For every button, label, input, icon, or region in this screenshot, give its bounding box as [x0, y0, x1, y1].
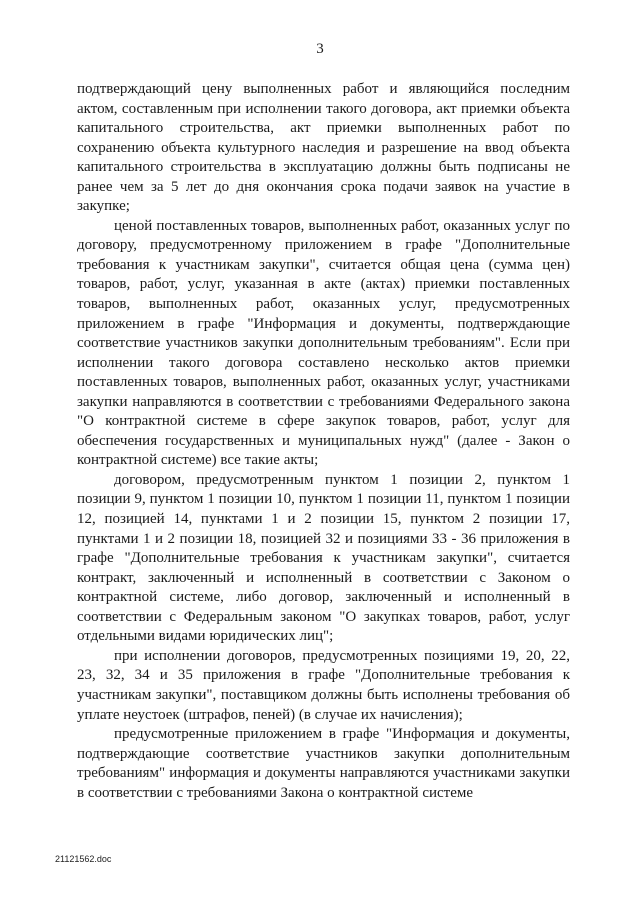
paragraph-contract-definition: договором, предусмотренным пунктом 1 позиции 2, пунктом 1 позиции 9, пунктом 1 позиции 10, пунктом 1 позиции 11, пунктом 1 позиции 12, позицией 14, пунктами 1 и 2 позиции 15, пунктом 2 позиции 17, пунктами 1 и 2 позиции 18, позицией 32 и позициями 33 - 36 приложения в графе "Дополнительные требования к участникам закупки", считается контракт, заключенный и исполненный в соответствии с Законом о контрактной системе, либо договор, заключенный и исполненный в соответствии с Федеральным законом "О закупках товаров, работ, услуг отдельными видами юридических лиц"; — [77, 471, 570, 645]
paragraph-documents-submission: предусмотренные приложением в графе "Информация и документы, подтверждающие соответствие участников закупки дополнительным требованиям" информация и документы направляются участниками закупки в соответствии с требованиями Закона о контрактной системе — [77, 726, 570, 801]
paragraph-continuation: подтверждающий цену выполненных работ и являющийся последним актом, составленным при исполнении такого договора, акт приемки объекта капитального строительства, акт приемки выполненных работ по сохранению объекта культурного наследия и разрешение на ввод объекта капитального строительства в эксплуатацию должны быть подписаны не ранее чем за 5 лет до дня окончания срока подачи заявок на участие в закупке; — [77, 81, 570, 215]
document-body — [77, 80, 570, 803]
page-number: 3 — [316, 41, 324, 57]
paragraph-penalty-requirements: при исполнении договоров, предусмотренных позициями 19, 20, 22, 23, 32, 34 и 35 приложения в графе "Дополнительные требования к участникам закупки", поставщиком должны быть исполнены требования об уплате неустоек (штрафов, пеней) (в случае их начисления); — [77, 647, 570, 723]
footer-filename: 21121562.doc — [55, 854, 112, 864]
paragraph-price-definition: ценой поставленных товаров, выполненных работ, оказанных услуг по договору, предусмотренному приложением в графе "Дополнительные требования к участникам закупки", считается общая цена (сумма цен) товаров, работ, услуг, указанная в акте (актах) приемки поставленных товаров, выполненных работ, оказанных услуг, предусмотренных приложением в графе "Информация и документы, подтверждающие соответствие участников закупки дополнительным требованиям". Если при исполнении такого договора составлено несколько актов приемки поставленных товаров, выполненных работ, оказанных услуг, участниками закупки направляются в соответствии с требованиями Федерального закона "О контрактной системе в сфере закупок товаров, работ, услуг для обеспечения государственных и муниципальных нужд" (далее - Закон о контрактной системе) все такие акты; — [77, 217, 570, 469]
